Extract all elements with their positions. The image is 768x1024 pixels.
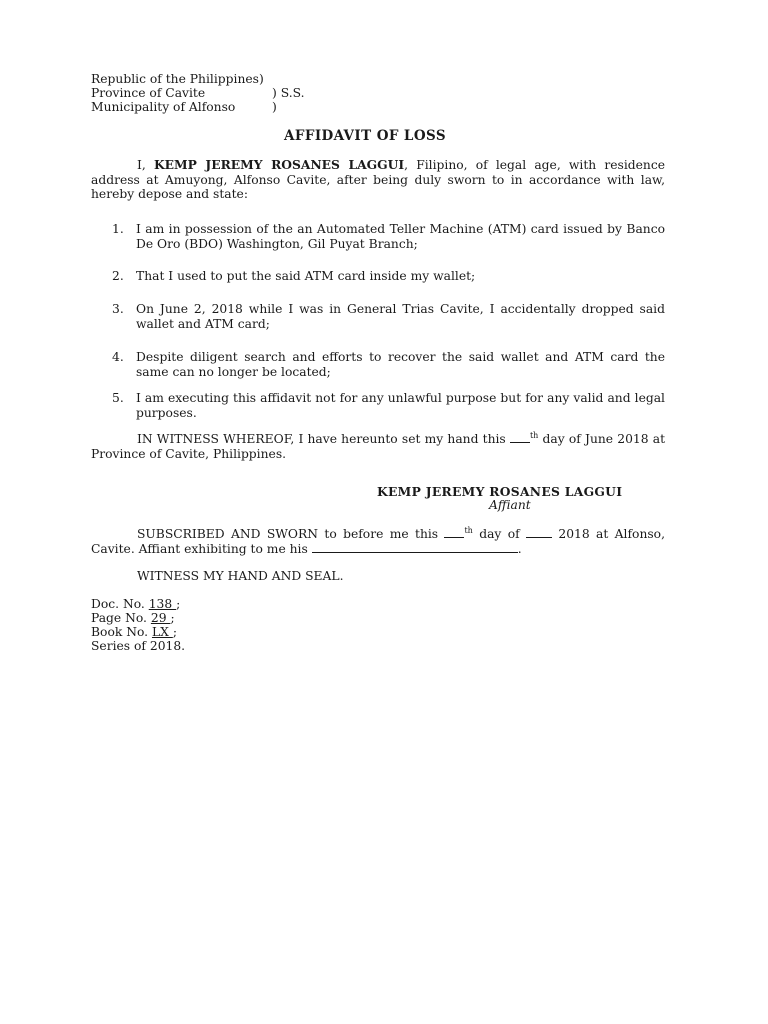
- separator: ;: [172, 625, 177, 639]
- statement-text: On June 2, 2018 while I was in General Trias Cavite, I accidentally dropped said wallet and ATM card;: [136, 302, 665, 331]
- book-number-label: Book No.: [91, 625, 152, 639]
- month-blank: [526, 527, 552, 538]
- doc-number-label: Doc. No.: [91, 597, 149, 611]
- book-number-value: LX: [151, 625, 173, 639]
- affiant-name: KEMP JEREMY ROSANES LAGGUI: [377, 484, 623, 499]
- page-number-value: 29: [150, 611, 171, 625]
- series-year: Series of 2018.: [91, 639, 186, 653]
- venue-bracket: ): [272, 100, 277, 114]
- intro-paragraph: [91, 158, 665, 202]
- witness-seal-line: WITNESS MY HAND AND SEAL.: [137, 569, 344, 583]
- witness-paragraph: [91, 432, 665, 461]
- witness-text-2: day of June 2018 at Province of Cavite, Philippines.: [91, 432, 666, 461]
- affiant-name-intro: KEMP JEREMY ROSANES LAGGUI: [153, 157, 405, 172]
- statement-number: 5.: [112, 391, 124, 405]
- statement-text: That I used to put the said ATM card inside my wallet;: [136, 269, 476, 283]
- doc-number-value: 138: [148, 597, 177, 611]
- ordinal-suffix: th: [529, 430, 539, 440]
- statement-text: I am in possession of the an Automated Teller Machine (ATM) card issued by Banco De Oro (BDO) Washington, Gil Puyat Branch;: [136, 222, 665, 251]
- intro-text: , Filipino, of legal age, with residence address at Amuyong, Alfonso Cavite, after being duly sworn to in accordance with law, hereby depose and state:: [91, 158, 666, 201]
- statement-number: 1.: [112, 222, 124, 236]
- jurat-paragraph: [91, 527, 665, 556]
- jurat-text-2: day of: [472, 527, 527, 541]
- page-number: [91, 611, 175, 625]
- statement-number: 4.: [112, 350, 124, 364]
- date-blank: [510, 432, 530, 443]
- page-number-label: Page No.: [91, 611, 151, 625]
- venue-republic: Republic of the Philippines): [91, 72, 264, 86]
- statement-text: I am executing this affidavit not for any unlawful purpose but for any valid and legal purposes.: [136, 391, 665, 420]
- id-blank: [312, 542, 518, 553]
- jurat-text-4: .: [517, 541, 522, 556]
- venue-ss: ) S.S.: [272, 86, 305, 100]
- venue-province: Province of Cavite: [91, 86, 206, 100]
- separator: ;: [176, 597, 181, 611]
- statement-number: 2.: [112, 269, 124, 283]
- venue-municipality: Municipality of Alfonso: [91, 100, 236, 114]
- jurat-text-3: 2018 at Alfonso, Cavite. Affiant exhibiting to me his: [91, 527, 665, 556]
- intro-prefix: I,: [137, 158, 154, 172]
- separator: ;: [170, 611, 175, 625]
- document-title: AFFIDAVIT OF LOSS: [284, 128, 446, 144]
- doc-number: [91, 597, 180, 611]
- day-blank: [444, 527, 464, 538]
- witness-text-1: IN WITNESS WHEREOF, I have hereunto set my hand this: [137, 432, 510, 446]
- statement-number: 3.: [112, 302, 124, 316]
- jurat-text-1: SUBSCRIBED AND SWORN to before me this: [137, 527, 445, 541]
- statement-text: Despite diligent search and efforts to recover the said wallet and ATM card the same can no longer be located;: [136, 350, 665, 379]
- affiant-label: Affiant: [489, 498, 531, 512]
- ordinal-suffix: th: [464, 525, 473, 535]
- book-number: [91, 625, 177, 639]
